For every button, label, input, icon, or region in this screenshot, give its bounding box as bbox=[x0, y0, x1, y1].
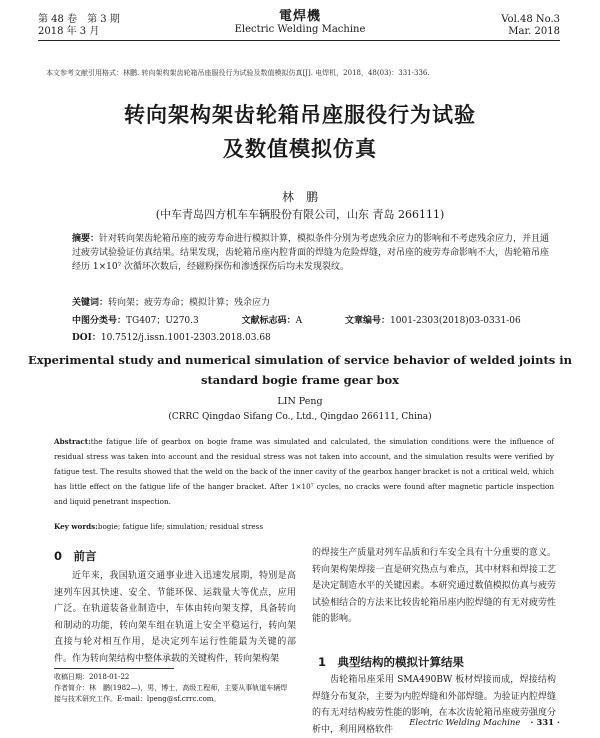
abstract-cn-label: 摘要： bbox=[72, 234, 100, 244]
date-en: Mar. 2018 bbox=[508, 26, 560, 37]
header-rule bbox=[38, 40, 560, 41]
body-right-column: 的焊接生产质量对列车品质和行车安全具有十分重要的意义。转向架构架焊接一直是研究热点与难点，其中材料和焊接工艺是决定制造水平的关键因素。本研究通过数值模拟仿真与疲劳试验相结合的方法来比较齿轮箱吊座内腔焊缝的有无对疲劳性能的影响。 bbox=[312, 548, 556, 625]
page-number: · 331 · bbox=[530, 718, 560, 728]
keywords-cn-text: 转向架；疲劳寿命；模拟计算；残余应力 bbox=[108, 298, 271, 308]
article-id-label: 文章编号： bbox=[345, 316, 391, 326]
footnote-rule bbox=[54, 668, 174, 669]
journal-name-en: Electric Welding Machine bbox=[234, 24, 366, 35]
clc-label: 中图分类号： bbox=[72, 316, 127, 326]
section-0-heading: 0 前言 bbox=[54, 549, 97, 563]
section-1-heading: 1 典型结构的模拟计算结果 bbox=[318, 655, 465, 669]
title-cn-line1: 转向架构架齿轮箱吊座服役行为试验 bbox=[124, 103, 476, 127]
title-cn-line2: 及数值模拟仿真 bbox=[223, 137, 377, 161]
abstract-en-label: Abstract: bbox=[54, 437, 91, 446]
footnote bbox=[54, 672, 294, 705]
footer-journal: Electric Welding Machine bbox=[409, 718, 521, 728]
affiliation-en: (CRRC Qingdao Sifang Co., Ltd., Qingdao 266111, China) bbox=[168, 412, 432, 422]
classification-line bbox=[72, 313, 561, 326]
affiliation-cn: (中车青岛四方机车车辆股份有限公司，山东 青岛 266111) bbox=[155, 208, 445, 221]
abstract-cn-text: 针对转向架齿轮箱吊座的疲劳寿命进行模拟计算，模拟条件分别为考虑残余应力的影响和不考虑残余应力，并且通过疲劳试验验证仿真结果。结果发现，齿轮箱吊座内腔背面的焊缝为危险焊缝，对吊座的疲劳寿命影响不大，齿轮箱吊座经历 1×10⁷ 次循环次数后，经磁粉探伤和渗透探伤后均未发现裂纹。 bbox=[72, 234, 550, 272]
doi-value[interactable]: 10.7512/j.issn.1001-2303.2018.03.68 bbox=[100, 333, 271, 343]
abstract-en bbox=[54, 434, 554, 509]
date-cn: 2018 年 3 月 bbox=[38, 26, 100, 37]
keywords-cn bbox=[72, 296, 550, 310]
keywords-en-label: Key words: bbox=[54, 522, 98, 531]
doi-line bbox=[72, 330, 271, 343]
keywords-en bbox=[54, 522, 263, 531]
clc-value: TG407；U270.3 bbox=[126, 316, 199, 326]
title-en-line2: standard bogie frame gear box bbox=[200, 373, 400, 387]
author-cn: 林 鹏 bbox=[281, 190, 318, 204]
volume-cn: 第 48 卷 第 3 期 bbox=[38, 14, 120, 25]
doc-code-value: A bbox=[295, 316, 303, 326]
body-left-column: 近年来，我国轨道交通事业进入迅速发展期，特别是高速列车因其快速、安全、节能环保、运载量大等优点，应用广泛。在轨道装备业制造中，车体由转向架支撑，具备转向和制动的功能，转向架车组在轨道上安全平稳运行，转向架直接与轮对相互作用，是决定列车运行性能最为关键的部件。作为转向架结构中整体承载的关键构件，转向架构架 bbox=[54, 571, 296, 664]
paper-title-en bbox=[0, 350, 600, 390]
paper-title-cn bbox=[0, 98, 600, 166]
abstract-cn bbox=[72, 232, 550, 274]
author-en: LIN Peng bbox=[277, 396, 323, 407]
volume-en: Vol.48 No.3 bbox=[501, 14, 560, 25]
abstract-en-text: the fatigue life of gearbox on bogie frame was simulated and calculated, the simulation conditions were the influence of residual stress was taken into account and the residual stress was not taken into account, and the simulation results were verified by fatigue test. The results showed that the weld on the back of the inner cavity of the gearbox hanger bracket is not a critical weld, which has little effect on the fatigue life of the hanger bracket. After 1×10⁷ cycles, no cracks were found after magnetic particle inspection and liquid penetrant inspection. bbox=[54, 437, 554, 506]
section-1-text: 齿轮箱吊座采用 SMA490BW 板材焊接而成，焊接结构焊缝分布复杂，主要为内腔焊缝和外部焊缝。为验证内腔焊缝的有无对结构疲劳性能的影响，在本次齿轮箱吊座疲劳强度分析中，利用网格软件 bbox=[312, 675, 556, 735]
header-volume-en bbox=[501, 14, 560, 38]
footnote-received: 收稿日期：2018-01-22 bbox=[54, 673, 130, 681]
journal-logo: 電焊機 bbox=[278, 9, 321, 24]
citation-format: 本文参考文献引用格式：林鹏. 转向架构架齿轮箱吊座服役行为试验及数值模拟仿真[J]. 电焊机，2018，48(03)：331-336. bbox=[46, 69, 430, 77]
keywords-cn-label: 关键词： bbox=[72, 298, 109, 308]
title-en-line1: Experimental study and numerical simulation of service behavior of welded joints in bbox=[28, 353, 572, 367]
footnote-author: 作者简介：林 鹏(1982—)，男，博士，高级工程师，主要从事轨道车辆焊接与技术研究工作。E-mail：lpeng@sf.crrc.com。 bbox=[54, 684, 288, 703]
doc-code-label: 文献标志码： bbox=[241, 316, 296, 326]
doi-label: DOI： bbox=[72, 333, 101, 343]
page-footer bbox=[409, 718, 560, 728]
keywords-en-text: bogie; fatigue life; simulation; residual stress bbox=[97, 522, 264, 531]
article-id-value: 1001-2303(2018)03-0331-06 bbox=[390, 316, 521, 326]
